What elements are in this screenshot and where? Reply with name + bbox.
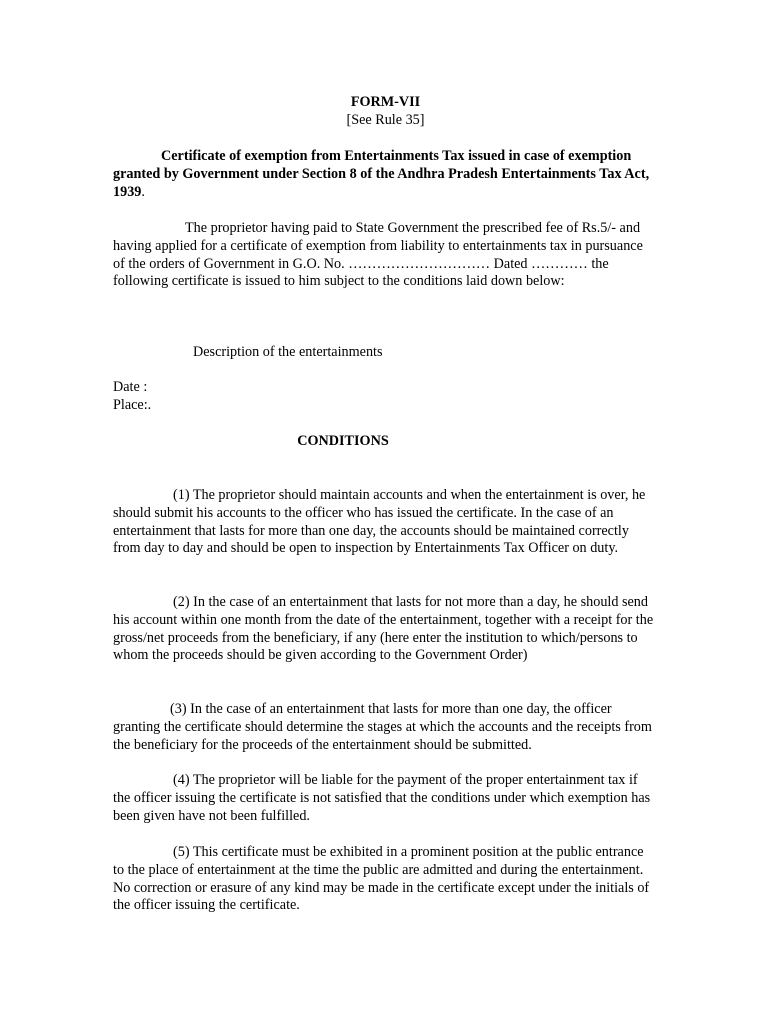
conditions-heading: CONDITIONS <box>297 433 389 449</box>
form-rule-reference: [See Rule 35] <box>346 112 425 128</box>
condition-item: (1) The proprietor should maintain accounts and when the entertainment is over, he should submit his accounts to the officer who has issued the certificate. In the case of an entertainment that lasts for more than one day, the accounts should be maintained correctly from day to day and should be open to inspection by Entertainments Tax Officer on duty. <box>113 487 646 557</box>
certificate-heading-text: Certificate of exemption from Entertainments Tax issued in case of exemption granted by Government under Section 8 of the Andhra Pradesh Entertainments Tax Act, 1939 <box>113 148 650 200</box>
condition-item: (2) In the case of an entertainment that lasts for not more than a day, he should send his account within one month from the date of the entertainment, together with a receipt for the gross/net proceeds from the beneficiary, if any (here enter the institution to which/persons to whom the proceeds should be given according to the Government Order) <box>113 594 654 664</box>
condition-item: (5) This certificate must be exhibited in a prominent position at the public entrance to the place of entertainment at the time the public are admitted and during the entertainment. No correction or erasure of any kind may be made in the certificate except under the initials of the officer issuing the certificate. <box>113 844 650 914</box>
certificate-heading-period: . <box>141 183 145 200</box>
form-title: FORM-VII <box>350 94 421 110</box>
date-place-block <box>113 379 658 415</box>
description-label: Description of the entertainments <box>193 344 383 360</box>
condition-item: (4) The proprietor will be liable for the payment of the proper entertainment tax if the officer issuing the certificate is not satisfied that the conditions under which exemption has been given have not been fulfilled. <box>113 772 651 824</box>
intro-paragraph: The proprietor having paid to State Government the prescribed fee of Rs.5/- and having applied for a certificate of exemption from liability to entertainments tax in pursuance of the orders of Government in G.O. No. ………………………… Dated ………… the following certificate is issued to him subject to the conditions laid down below: <box>113 220 643 290</box>
form-body <box>113 94 658 914</box>
date-label: Date : <box>113 379 148 395</box>
place-label: Place:. <box>113 396 152 413</box>
condition-item: (3) In the case of an entertainment that lasts for more than one day, the officer granting the certificate should determine the stages at which the accounts and the receipts from the beneficiary for the proceeds of the entertainment should be submitted. <box>113 701 652 753</box>
certificate-heading <box>113 148 658 201</box>
